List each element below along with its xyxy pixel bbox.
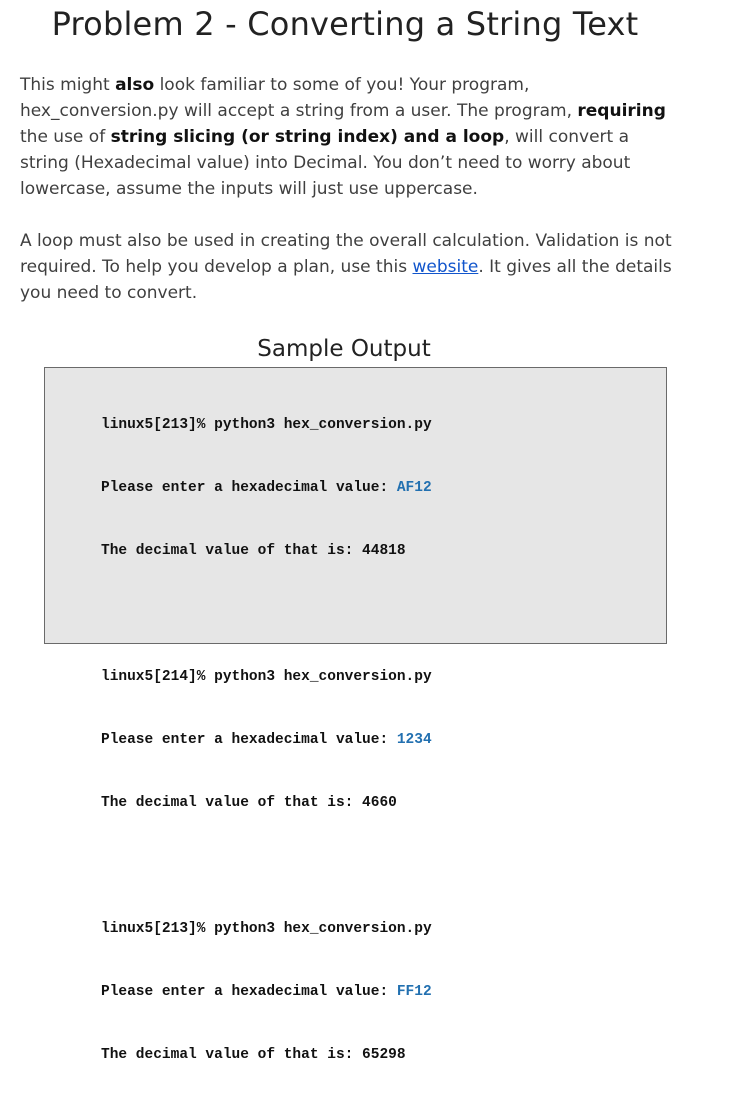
prompt-line (101, 982, 432, 1003)
result-line: The decimal value of that is: 65298 (101, 1047, 406, 1063)
command-line: linux5[213]% python3 hex_conversion.py (101, 417, 432, 433)
prompt-text: Please enter a hexadecimal value: (101, 732, 397, 748)
prompt-line (101, 478, 432, 499)
blank-line (101, 604, 432, 625)
command-line: linux5[214]% python3 hex_conversion.py (101, 669, 432, 685)
sample-output-heading: Sample Output (257, 336, 431, 362)
instructions-text: , will convert a string (Hexadecimal value) into Decimal. You don’t need to worry about lowercase, assume the inputs will just use uppercase. (20, 127, 631, 199)
page-title: Problem 2 - Converting a String Text (51, 5, 639, 43)
emphasis-requirement: string slicing (or string index) and a loop (110, 127, 505, 147)
user-input: 1234 (396, 732, 432, 748)
emphasis-also: also (115, 75, 155, 95)
result-line: The decimal value of that is: 44818 (101, 543, 406, 559)
instructions-text: the use of (20, 127, 111, 147)
user-input: FF12 (396, 984, 432, 1000)
instructions-text: look familiar to some of you! Your program, hex_conversion.py will accept a string from a user. The program, (20, 75, 578, 121)
terminal-code (101, 373, 432, 1108)
loop-text: A loop must also be used in creating the overall calculation. Validation is not required. To help you develop a plan, use this (20, 231, 672, 277)
prompt-text: Please enter a hexadecimal value: (101, 984, 397, 1000)
instructions-text: This might (20, 75, 116, 95)
loop-text: . It gives all the details you need to convert. (20, 257, 672, 303)
user-input: AF12 (396, 480, 432, 496)
result-line: The decimal value of that is: 4660 (101, 795, 397, 811)
loop-paragraph (20, 228, 680, 306)
prompt-line (101, 730, 432, 751)
sample-output-terminal (44, 367, 667, 1063)
command-line: linux5[213]% python3 hex_conversion.py (101, 921, 432, 937)
instructions-paragraph (20, 72, 680, 202)
website-link[interactable]: website (412, 257, 479, 277)
prompt-text: Please enter a hexadecimal value: (101, 480, 397, 496)
emphasis-requiring: requiring (577, 101, 666, 121)
blank-line (101, 856, 432, 877)
